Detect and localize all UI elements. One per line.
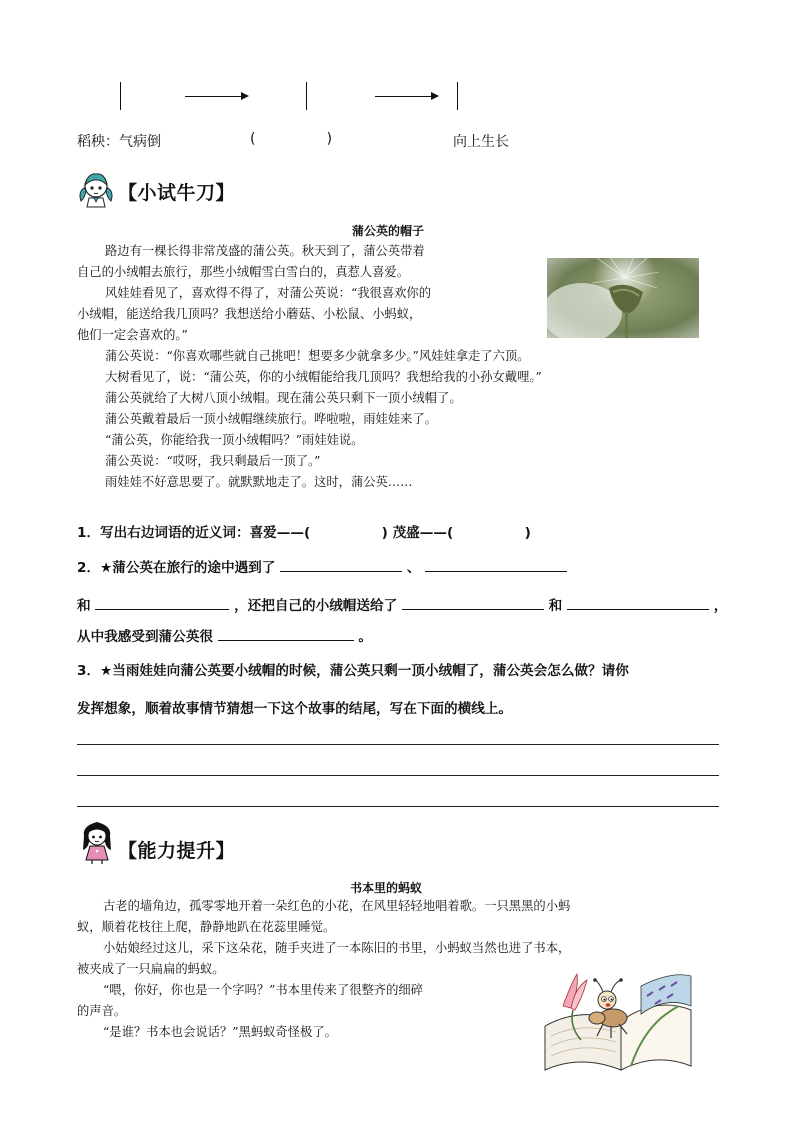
flow-arrow-1 — [185, 96, 247, 97]
answer-line-3[interactable] — [77, 806, 719, 807]
story2-line: 古老的墙角边，孤零零地开着一朵红色的小花，在风里轻轻地唱着歌。一只黑黑的小蚂 — [103, 899, 571, 913]
flow-left-label: 稻秧：气病倒 — [77, 134, 161, 150]
question-1-mid: ) 茂盛——( — [381, 525, 454, 541]
story2-line: 的声音。 — [77, 1004, 127, 1018]
flow-arrow-2 — [375, 96, 437, 97]
story1-line: 蒲公英说：“你喜欢哪些就自己挑吧！想要多少就拿多少。”风娃娃拿走了六顶。 — [105, 349, 530, 363]
story2-line: “是谁？书本也会说话？”黑蚂蚁奇怪极了。 — [103, 1025, 337, 1039]
question-2-line-2 — [77, 594, 727, 614]
story2-title: 书本里的蚂蚁 — [350, 881, 423, 895]
section2-title: 【能力提升】 — [118, 840, 236, 862]
answer-blank-q2-a[interactable] — [280, 556, 402, 572]
flow-bar-left — [120, 82, 121, 110]
question-3-line-1: 3．★当雨娃娃向蒲公英要小绒帽的时候，蒲公英只剩一顶小绒帽了，蒲公英会怎么做？请你 — [77, 663, 629, 679]
answer-blank-maosheng[interactable] — [458, 522, 520, 537]
dandelion-photo — [547, 258, 699, 338]
story2-line: 蚁，顺着花枝往上爬，静静地趴在花蕊里睡觉。 — [77, 920, 336, 934]
question-2-and-2: 和 — [548, 598, 563, 614]
question-2-line-3 — [77, 625, 372, 645]
story1-title: 蒲公英的帽子 — [352, 224, 425, 238]
story1-line: 蒲公英就给了大树八顶小绒帽。现在蒲公英只剩下一顶小绒帽了。 — [105, 391, 462, 405]
story1-line: 风娃娃看见了，喜欢得不得了，对蒲公英说：“我很喜欢你的 — [105, 286, 432, 300]
answer-blank-q2-f[interactable] — [218, 625, 354, 641]
question-2-line-3-text: 从中我感受到蒲公英很 — [77, 629, 213, 645]
question-2-line-1 — [77, 556, 567, 576]
story2-line: 小姑娘经过这儿，采下这朵花，随手夹进了一本陈旧的书里，小蚂蚁当然也进了书本， — [103, 941, 571, 955]
question-2-and-1: 和 — [77, 598, 91, 614]
answer-blank-q2-e[interactable] — [567, 594, 709, 610]
question-1-end: ) — [524, 525, 531, 541]
girl-avatar-icon — [76, 168, 116, 208]
story1-line: 大树看见了，说：“蒲公英，你的小绒帽能给我几顶吗？我想给我的小孙女戴哩。” — [105, 370, 542, 384]
answer-blank-q2-c[interactable] — [95, 594, 229, 610]
answer-blank-q2-d[interactable] — [402, 594, 544, 610]
section1-title: 【小试牛刀】 — [118, 182, 236, 204]
answer-blank-xiai[interactable] — [315, 522, 377, 537]
question-1-text: 1．写出右边词语的近义词：喜爱——( — [77, 525, 311, 541]
ant-book-illustration — [541, 966, 695, 1072]
story1-line: 蒲公英说：“哎呀，我只剩最后一顶了。” — [105, 454, 321, 468]
question-2-comma: ， — [713, 598, 728, 614]
story1-line: 小绒帽，能送给我几顶吗？我想送给小蘑菇、小松鼠、小蚂蚁， — [77, 307, 422, 321]
story1-line: 自己的小绒帽去旅行，那些小绒帽雪白雪白的，真惹人喜爱。 — [77, 265, 410, 279]
story1-line: 雨娃娃不好意思要了。就默默地走了。这时，蒲公英…… — [105, 475, 413, 489]
girl-avatar-2-icon — [78, 818, 116, 864]
flow-bar-middle — [306, 82, 307, 110]
flow-right-label: 向上生长 — [453, 134, 509, 150]
story1-line: 蒲公英戴着最后一顶小绒帽继续旅行。哗啦啦，雨娃娃来了。 — [105, 412, 438, 426]
question-2-text: 2．★蒲公英在旅行的途中遇到了 — [77, 560, 276, 576]
story2-line: 被夹成了一只扁扁的蚂蚁。 — [77, 962, 225, 976]
answer-line-2[interactable] — [77, 775, 719, 776]
question-2-sep: 、 — [406, 560, 421, 576]
story1-line: 他们一定会喜欢的。” — [77, 328, 188, 342]
flow-bar-right — [457, 82, 458, 110]
question-3-line-2: 发挥想象，顺着故事情节猜想一下这个故事的结尾，写在下面的横线上。 — [77, 701, 512, 717]
story2-line: “喂，你好，你也是一个字吗？”书本里传来了很整齐的细碎 — [103, 983, 423, 997]
story1-line: 路边有一棵长得非常茂盛的蒲公英。秋天到了，蒲公英带着 — [105, 244, 425, 258]
question-1 — [77, 521, 531, 541]
question-2-mid: ，还把自己的小绒帽送给了 — [234, 598, 398, 614]
story1-line: “蒲公英，你能给我一顶小绒帽吗？”雨娃娃说。 — [105, 433, 364, 447]
question-2-period: 。 — [358, 629, 372, 645]
answer-blank-q2-b[interactable] — [425, 556, 567, 572]
answer-line-1[interactable] — [77, 744, 719, 745]
flow-middle-label: ( ) — [250, 131, 333, 147]
